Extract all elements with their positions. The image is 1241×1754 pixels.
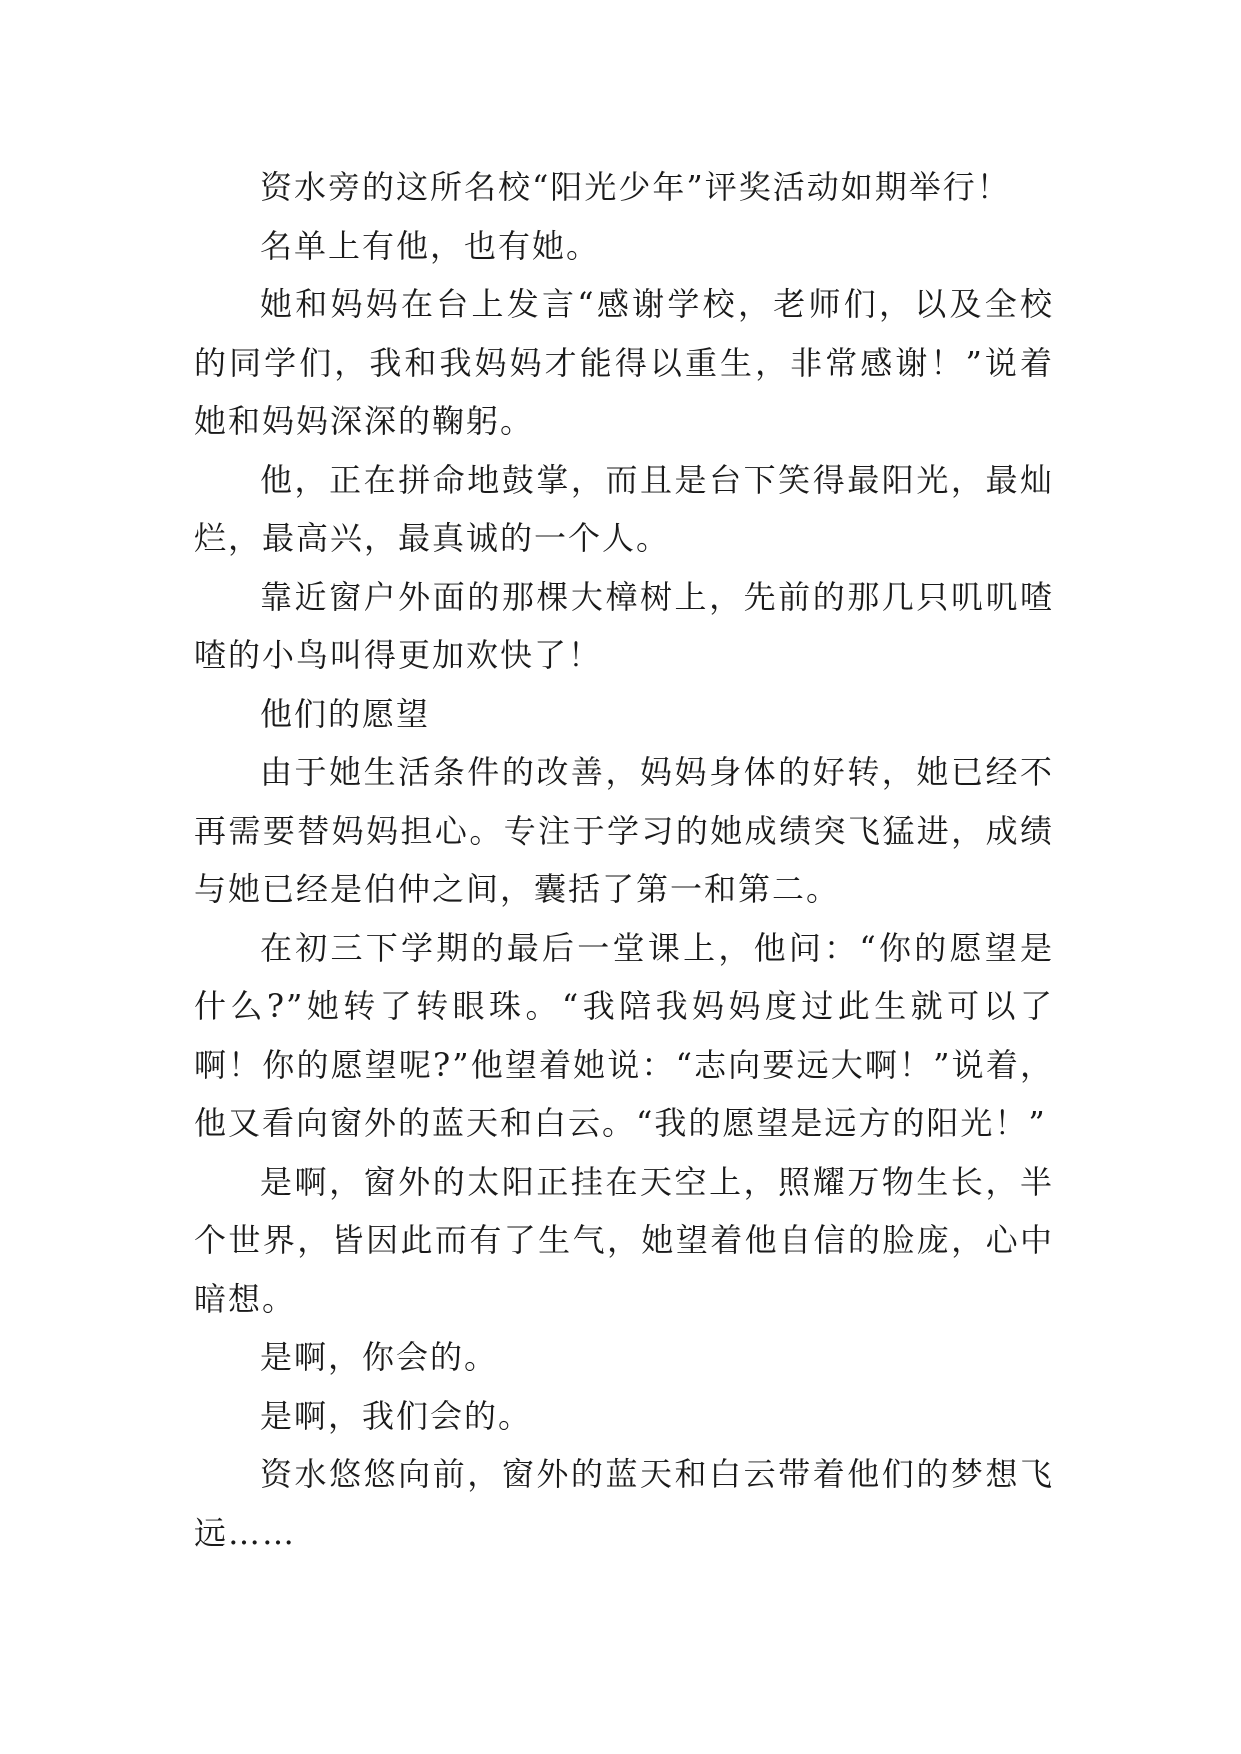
paragraph: 靠近窗户外面的那棵大樟树上，先前的那几只叽叽喳喳的小鸟叫得更加欢快了！ bbox=[194, 577, 1054, 674]
paragraph: 资水旁的这所名校“阳光少年”评奖活动如期举行！ bbox=[260, 168, 1011, 206]
paragraph: 在初三下学期的最后一堂课上，他问：“你的愿望是什么?”她转了转眼珠。“我陪我妈妈度过此生就可以了啊！你的愿望呢?”他望着她说：“志向要远大啊！”说着，他又看向窗外的蓝天和白云。“我的愿望是远方的阳光！” bbox=[194, 928, 1054, 1142]
document-body bbox=[194, 158, 1054, 1562]
paragraph: 名单上有他，也有她。 bbox=[260, 226, 601, 265]
section-heading: 他们的愿望 bbox=[260, 694, 431, 733]
paragraph: 资水悠悠向前，窗外的蓝天和白云带着他们的梦想飞远…… bbox=[194, 1455, 1054, 1552]
paragraph: 是啊，你会的。 bbox=[260, 1338, 499, 1376]
paragraph: 他，正在拼命地鼓掌，而且是台下笑得最阳光，最灿烂，最高兴，最真诚的一个人。 bbox=[194, 460, 1054, 557]
paragraph: 由于她生活条件的改善，妈妈身体的好转，她已经不再需要替妈妈担心。专注于学习的她成绩突飞猛进，成绩与她已经是伯仲之间，囊括了第一和第二。 bbox=[194, 753, 1054, 908]
paragraph: 是啊，窗外的太阳正挂在天空上，照耀万物生长，半个世界，皆因此而有了生气，她望着他自信的脸庞，心中暗想。 bbox=[194, 1162, 1054, 1318]
paragraph: 她和妈妈在台上发言“感谢学校，老师们，以及全校的同学们，我和我妈妈才能得以重生，非常感谢！”说着她和妈妈深深的鞠躬。 bbox=[194, 285, 1054, 440]
paragraph: 是啊，我们会的。 bbox=[260, 1396, 533, 1435]
